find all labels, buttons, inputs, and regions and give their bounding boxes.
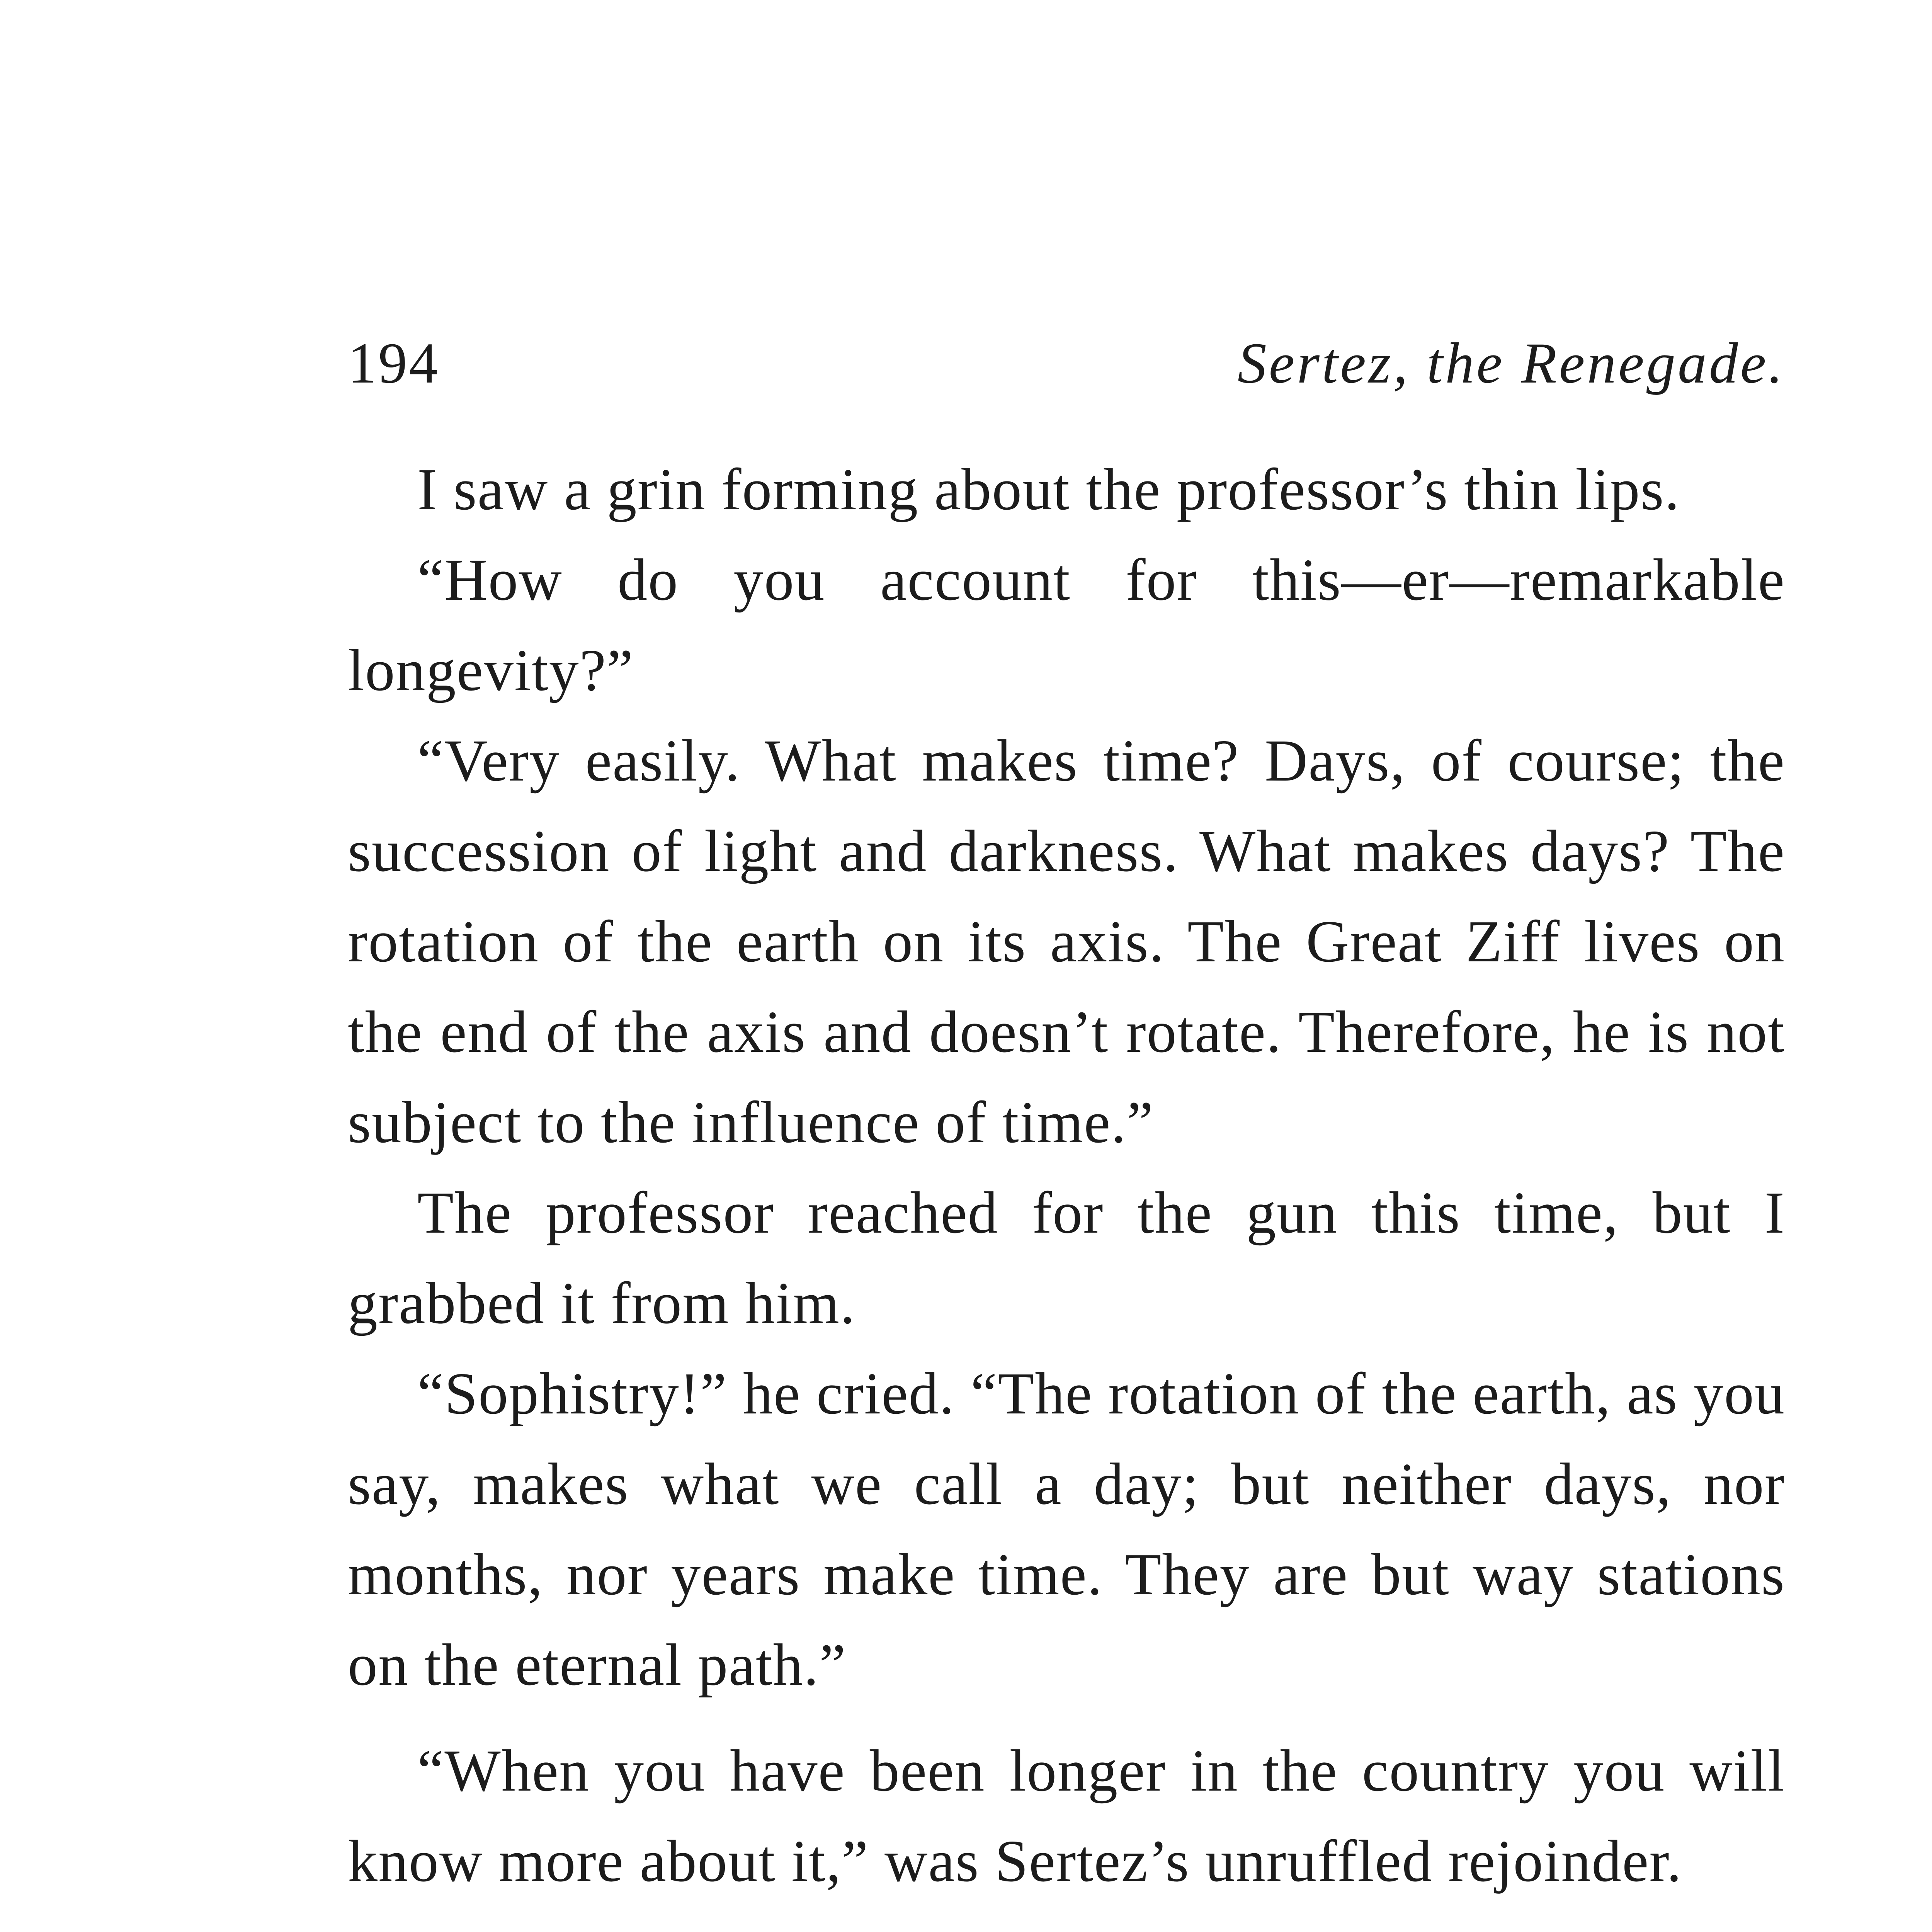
paragraph: “Very easily. What makes time? Days, of course; the succession of light and darkness. What makes days? The rotation of the earth on its axis. The Great Ziff lives on the end of the axis and doesn’t rotate. Therefore, he is not subject to the influence of time.” (348, 728, 1785, 1155)
paragraph: The professor reached for the gun this time, but I grabbed it from him. (348, 1180, 1785, 1336)
paragraph: “When you have been longer in the country you will know more about it,” was Sertez’s unruffled rejoinder. (348, 1738, 1785, 1894)
paragraph: “How do you account for this—er—remarkable longevity?” (348, 547, 1785, 703)
page-number: 194 (348, 331, 439, 395)
paragraph: I saw a grin forming about the professor’s thin lips. (417, 457, 1680, 522)
running-title: Sertez, the Renegade. (1237, 331, 1785, 395)
paragraph (348, 1922, 1785, 1932)
body-text (348, 444, 1785, 1932)
page-header (348, 325, 1785, 402)
paragraph: “Sophistry!” he cried. “The rotation of the earth, as you say, makes what we call a day; but neither days, nor months, nor years make time. They are but way stations on the eternal path.” (348, 1361, 1785, 1698)
